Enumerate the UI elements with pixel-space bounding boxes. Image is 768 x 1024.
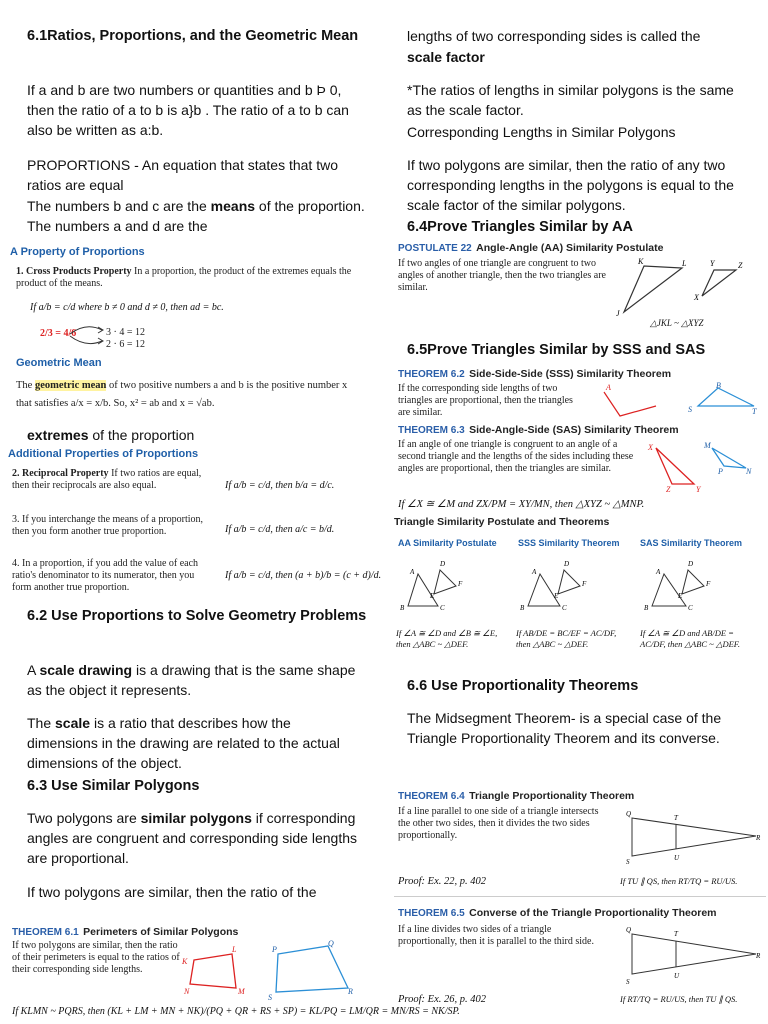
cross-products-property xyxy=(16,266,356,290)
svg-text:X: X xyxy=(694,293,699,302)
similar-polygons-diagram xyxy=(180,938,360,1000)
means-definition xyxy=(27,196,372,236)
add-denominator-property: 4. In a proportion, if you add the value of each ratio's denominator to its numerator, then you form another true proportion. xyxy=(12,558,199,593)
svg-text:B: B xyxy=(520,604,525,612)
theorem-6-3-math: If ∠X ≅ ∠M and ZX/PM = XY/MN, then △XYZ ~ △MNP. xyxy=(398,499,645,510)
means-term: means xyxy=(210,198,256,214)
geo-term: geometric mean xyxy=(34,380,107,391)
svg-text:T: T xyxy=(674,814,678,822)
theorem-6-5-header xyxy=(398,903,717,921)
svg-text:C: C xyxy=(688,604,693,612)
section-6-5-title: 6.5Prove Triangles Similar by SSS and SAS xyxy=(407,342,706,358)
svg-text:U: U xyxy=(674,854,680,862)
section-6-2-title: 6.2 Use Proportions to Solve Geometry Problems xyxy=(27,608,367,624)
svg-text:A: A xyxy=(656,568,661,576)
svg-text:K: K xyxy=(182,957,188,966)
svg-text:S: S xyxy=(626,858,630,866)
svg-text:R: R xyxy=(756,834,761,842)
summary-sss-title: SSS Similarity Theorem xyxy=(518,538,620,548)
triangle-proportionality-diagram xyxy=(620,808,764,870)
svg-text:R: R xyxy=(348,987,353,996)
svg-text:R: R xyxy=(756,952,761,960)
svg-text:T: T xyxy=(752,407,757,416)
svg-text:K: K xyxy=(638,257,644,266)
theorem-6-3-text: If an angle of one triangle is congruent to an angle of a second triangle and the lengths of the sides including these angles are proportional, then the triangles are similar. xyxy=(398,439,634,474)
svg-text:Q: Q xyxy=(328,939,334,948)
summary-sas-title: SAS Similarity Theorem xyxy=(640,538,743,548)
summary-aa-title: AA Similarity Postulate xyxy=(398,538,497,548)
converse-proportionality-diagram xyxy=(620,924,764,986)
theorem-6-4-header xyxy=(398,786,634,804)
svg-text:C: C xyxy=(440,604,445,612)
section-6-4-title: 6.4Prove Triangles Similar by AA xyxy=(407,219,633,235)
scale-term: scale xyxy=(55,715,91,731)
cross-products-text: In a proportion, the product of the extremes equals the product of the means. xyxy=(16,266,352,289)
means-text-2: of the proportion. The numbers a and d are the xyxy=(27,198,365,234)
svg-text:A: A xyxy=(606,383,611,392)
svg-text:B: B xyxy=(716,381,721,390)
svg-text:N: N xyxy=(746,467,752,476)
svg-text:M: M xyxy=(704,441,711,450)
sas-diagram xyxy=(646,438,764,494)
extremes-text xyxy=(27,425,194,445)
theorem-6-4-name: Triangle Proportionality Theorem xyxy=(469,790,635,802)
section-6-3-title: 6.3 Use Similar Polygons xyxy=(27,778,200,794)
svg-text:Z: Z xyxy=(738,261,743,270)
theorem-6-4-proof: Proof: Ex. 22, p. 402 xyxy=(398,876,486,887)
svg-text:Y: Y xyxy=(696,485,701,494)
svg-text:A: A xyxy=(410,568,415,576)
property-box-title: A Property of Proportions xyxy=(10,246,145,258)
cross-products-label: 1. Cross Products Property xyxy=(16,266,132,277)
svg-text:P: P xyxy=(272,945,277,954)
summary-diagrams xyxy=(396,556,766,616)
postulate-22-label: POSTULATE 22 xyxy=(398,243,472,254)
theorem-6-3-label: THEOREM 6.3 xyxy=(398,425,465,436)
scale-definition xyxy=(27,713,357,773)
svg-text:M: M xyxy=(238,987,245,996)
scale-drawing-text-a: A xyxy=(27,662,40,678)
geo-text-c: of two positive numbers a and b is the positive number x that satisfies a/x = x/b. So, x² = ab and x = √ab. xyxy=(16,380,348,409)
theorem-6-5-name: Converse of the Triangle Proportionality Theorem xyxy=(469,907,717,919)
svg-text:E: E xyxy=(678,592,683,600)
svg-text:Z: Z xyxy=(666,485,671,494)
theorem-6-4-text: If a line parallel to one side of a triangle intersects the other two sides, then it divides the two sides proportionally. xyxy=(398,806,599,841)
geometric-mean-text xyxy=(16,377,356,413)
svg-text:Q: Q xyxy=(626,926,632,934)
reciprocal-math: If a/b = c/d, then b/a = d/c. xyxy=(225,480,335,491)
ratios-note: *The ratios of lengths in similar polygons is the same as the scale factor. xyxy=(407,82,734,118)
theorem-6-1-label: THEOREM 6.1 xyxy=(12,927,79,938)
theorem-6-5-text: If a line divides two sides of a triangle proportionally, then it is parallel to the third side. xyxy=(398,924,594,947)
cross-example-line2: 2 · 6 = 12 xyxy=(106,339,145,350)
corresponding-lengths-title: Corresponding Lengths in Similar Polygons xyxy=(407,124,676,140)
arrows-icon xyxy=(68,322,108,348)
cross-example-line1: 3 · 4 = 12 xyxy=(106,327,145,338)
postulate-22-math: △JKL ~ △XYZ xyxy=(650,318,704,328)
add-denominator-math: If a/b = c/d, then (a + b)/b = (c + d)/d. xyxy=(225,570,382,581)
summary-sss-text: If AB/DE = BC/EF = AC/DF, then △ABC ~ △DEF. xyxy=(516,628,617,649)
svg-text:D: D xyxy=(564,560,570,568)
svg-text:D: D xyxy=(688,560,694,568)
extremes-rest: of the proportion xyxy=(88,427,195,443)
svg-text:U: U xyxy=(674,972,680,980)
similar-polygons-definition xyxy=(27,808,357,868)
similarity-summary-title: Triangle Similarity Postulate and Theorems xyxy=(394,516,610,528)
reciprocal-text: If two ratios are equal, then their reciprocals are also equal. xyxy=(12,468,202,491)
reciprocal-label: 2. Reciprocal Property xyxy=(12,468,109,479)
midsegment-text: The Midsegment Theorem- is a special case of the Triangle Proportionality Theorem and its converse. xyxy=(407,710,722,746)
svg-text:Q: Q xyxy=(626,810,632,818)
svg-text:F: F xyxy=(706,580,711,588)
svg-text:J: J xyxy=(616,309,620,318)
svg-text:F: F xyxy=(582,580,587,588)
similar-text-a: Two polygons are xyxy=(27,810,141,826)
similar-text-c: if corresponding angles are congruent and corresponding side lengths are proportional. xyxy=(27,810,358,866)
ratio-definition: If a and b are two numbers or quantities and b Þ 0, then the ratio of a to b is a}b . The ratio of a to b can also be written as a:b. xyxy=(27,82,349,138)
scale-drawing-definition xyxy=(27,660,357,700)
theorem-6-5-math: If RT/TQ = RU/US, then TU ∥ QS. xyxy=(620,994,738,1004)
geo-text-a: The xyxy=(16,380,35,391)
aa-similarity-diagram xyxy=(606,254,756,318)
scale-drawing-term: scale drawing xyxy=(39,662,133,678)
reciprocal-property xyxy=(12,468,207,492)
scale-text-a: The xyxy=(27,715,56,731)
svg-text:C: C xyxy=(562,604,567,612)
proportion-definition: PROPORTIONS - An equation that states that two ratios are equal xyxy=(27,157,339,193)
theorem-6-1-name: Perimeters of Similar Polygons xyxy=(83,926,239,938)
svg-text:B: B xyxy=(400,604,405,612)
theorem-6-5-proof: Proof: Ex. 26, p. 402 xyxy=(398,994,486,1005)
svg-text:L: L xyxy=(232,945,237,954)
svg-text:F: F xyxy=(458,580,463,588)
theorem-6-5-label: THEOREM 6.5 xyxy=(398,908,465,919)
scale-text-c: is a ratio that describes how the dimensions in the drawing are related to the actual dimensions of the object. xyxy=(27,715,340,771)
theorem-6-2-text: If the corresponding side lengths of two triangles are proportional, then the triangles are similar. xyxy=(398,383,573,418)
theorem-6-4-label: THEOREM 6.4 xyxy=(398,791,465,802)
svg-text:S: S xyxy=(688,405,692,414)
svg-text:D: D xyxy=(440,560,446,568)
svg-text:E: E xyxy=(430,592,435,600)
extremes-term: extremes xyxy=(27,427,89,443)
svg-text:S: S xyxy=(268,993,272,1000)
summary-aa-text: If ∠A ≅ ∠D and ∠B ≅ ∠E, then △ABC ~ △DEF. xyxy=(396,628,498,649)
svg-text:B: B xyxy=(644,604,649,612)
similar-term: similar polygons xyxy=(140,810,252,826)
svg-text:S: S xyxy=(626,978,630,986)
corresponding-lengths-text: If two polygons are similar, then the ratio of any two corresponding lengths in the polygons is equal to the scale factor of the similar polygons. xyxy=(407,157,734,213)
geometric-mean-title: Geometric Mean xyxy=(16,357,102,369)
summary-sas-text: If ∠A ≅ ∠D and AB/DE = AC/DF, then △ABC ~ △DEF. xyxy=(640,628,740,649)
svg-text:N: N xyxy=(184,987,190,996)
svg-text:X: X xyxy=(648,443,653,452)
section-6-1-title: 6.1Ratios, Proportions, and the Geometric Mean xyxy=(27,28,359,44)
cross-products-math: If a/b = c/d where b ≠ 0 and d ≠ 0, then ad = bc. xyxy=(30,302,224,313)
theorem-6-4-math: If TU ∥ QS, then RT/TQ = RU/US. xyxy=(620,876,738,886)
interchange-means-math: If a/b = c/d, then a/c = b/d. xyxy=(225,524,335,535)
sss-diagram xyxy=(596,380,758,420)
divider xyxy=(394,896,766,897)
theorem-6-1-text: If two polygons are similar, then the ratio of their perimeters is equal to the ratios of their corresponding side lengths. xyxy=(12,940,180,975)
theorem-6-2-name: Side-Side-Side (SSS) Similarity Theorem xyxy=(469,368,672,380)
theorem-6-1-math: If KLMN ~ PQRS, then (KL + LM + MN + NK)/(PQ + QR + RS + SP) = KL/PQ = LM/QR = MN/RS = NK/SP. xyxy=(12,1006,460,1017)
svg-text:T: T xyxy=(674,930,678,938)
postulate-22-text: If two angles of one triangle are congruent to two angles of another triangle, then the two triangles are similar. xyxy=(398,258,606,293)
postulate-22-name: Angle-Angle (AA) Similarity Postulate xyxy=(476,242,664,254)
additional-properties-title: Additional Properties of Proportions xyxy=(8,448,199,460)
svg-text:Y: Y xyxy=(710,259,715,268)
theorem-6-2-label: THEOREM 6.2 xyxy=(398,369,465,380)
interchange-means-property: 3. If you interchange the means of a proportion, then you form another true proportion. xyxy=(12,514,204,537)
section-6-6-title: 6.6 Use Proportionality Theorems xyxy=(407,678,639,694)
scale-factor-term: scale factor xyxy=(407,49,485,65)
similar-ratio-text: If two polygons are similar, then the ratio of the xyxy=(27,884,317,900)
svg-text:P: P xyxy=(718,467,723,476)
means-text-1: The numbers b and c are the xyxy=(27,198,211,214)
svg-text:L: L xyxy=(682,259,687,268)
theorem-6-3-header xyxy=(398,420,679,438)
svg-text:A: A xyxy=(532,568,537,576)
lengths-text: lengths of two corresponding sides is called the xyxy=(407,28,701,44)
svg-text:E: E xyxy=(554,592,559,600)
theorem-6-3-name: Side-Angle-Side (SAS) Similarity Theorem xyxy=(469,424,679,436)
cross-products-example: 2/3 = 4/6 xyxy=(40,328,77,339)
scale-drawing-text-c: is a drawing that is the same shape as the object it represents. xyxy=(27,662,356,698)
